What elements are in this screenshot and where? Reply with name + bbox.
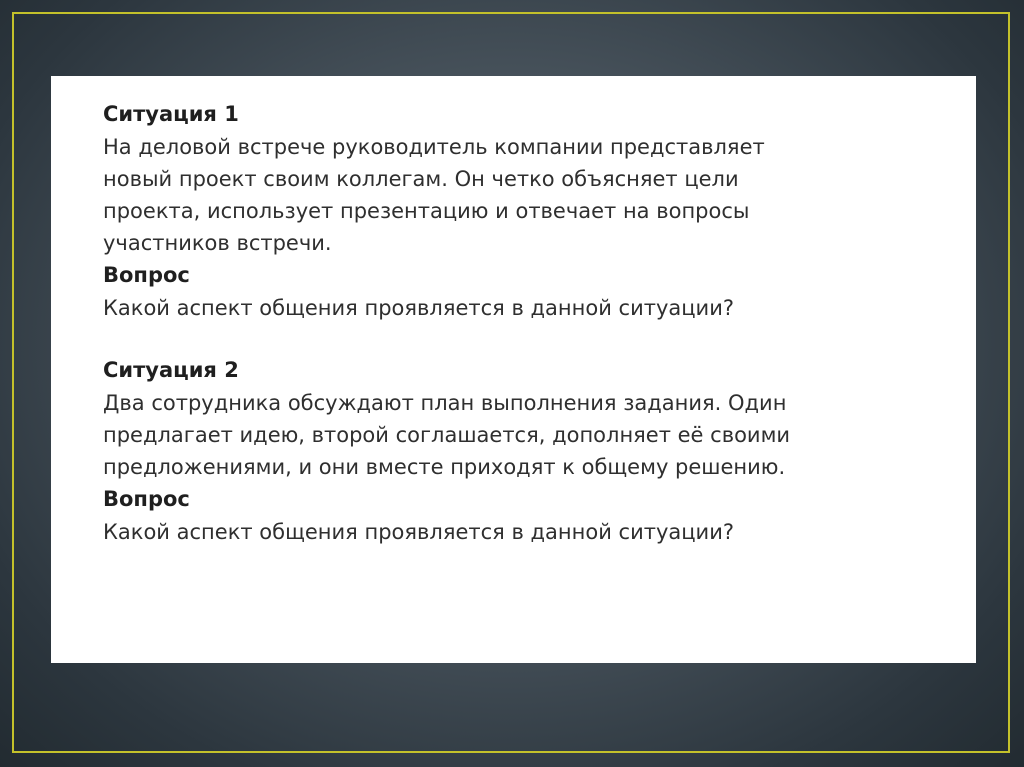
situation-1-text-line-4: участников встречи. xyxy=(103,231,332,255)
situation-1-question-label: Вопрос xyxy=(103,263,190,287)
situation-2-question-label: Вопрос xyxy=(103,487,190,511)
situation-2-text-line-1: Два сотрудника обсуждают план выполнения задания. Один xyxy=(103,391,787,415)
situation-1-text-line-3: проекта, использует презентацию и отвечает на вопросы xyxy=(103,199,750,223)
situation-1-question: Какой аспект общения проявляется в данной ситуации? xyxy=(103,296,734,320)
situation-1-text-line-1: На деловой встрече руководитель компании представляет xyxy=(103,135,765,159)
situation-1-title: Ситуация 1 xyxy=(103,102,239,126)
situation-2-text-line-2: предлагает идею, второй соглашается, дополняет её своими xyxy=(103,423,791,447)
situation-1-text-line-2: новый проект своим коллегам. Он четко объясняет цели xyxy=(103,167,739,191)
situation-2-question: Какой аспект общения проявляется в данной ситуации? xyxy=(103,520,734,544)
situation-1 xyxy=(103,98,924,324)
situation-2-title: Ситуация 2 xyxy=(103,358,239,382)
situation-2-text-line-3: предложениями, и они вместе приходят к общему решению. xyxy=(103,455,786,479)
situation-2 xyxy=(103,354,924,548)
content-panel xyxy=(51,76,976,663)
